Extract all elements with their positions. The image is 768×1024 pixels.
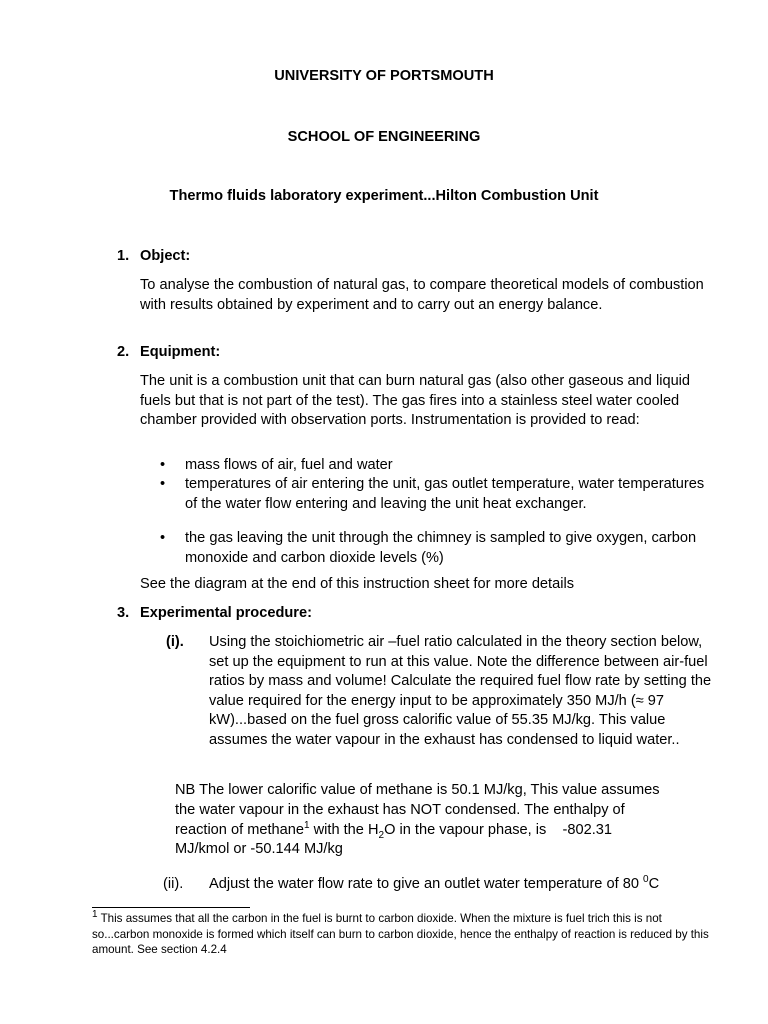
bullet-item: the gas leaving the unit through the chimney is sampled to give oxygen, carbon monoxide and carbon dioxide levels (%) xyxy=(185,530,697,566)
step-2-text xyxy=(209,875,659,895)
step-1-text: Using the stoichiometric air –fuel ratio calculated in the theory section below, set up the equipment to run at this value. Note the difference between air-fuel ratios by mass and volume! Calculate the required fuel flow rate by setting the value required for the energy input to be approximately 350 MJ/h (≈ 97 kW)...based on the fuel gross calorific value of 55.35 MJ/kg. This value assumes the water vapour in the exhaust has condensed to liquid water.. xyxy=(209,634,712,748)
section-1-number: 1. xyxy=(117,248,130,264)
diagram-note: See the diagram at the end of this instruction sheet for more details xyxy=(140,576,575,592)
school-name: SCHOOL OF ENGINEERING xyxy=(287,129,481,145)
footnote-text: This assumes that all the carbon in the fuel is burnt to carbon dioxide. When the mixture is fuel trich this is not so...carbon monoxide is formed which itself can burn to carbon dioxide, hence the enthalpy of reaction is reduced by this amount. See section 4.2.4 xyxy=(92,912,709,957)
step-1-label: (i). xyxy=(166,634,184,650)
university-name: UNIVERSITY OF PORTSMOUTH xyxy=(274,68,494,84)
section-2-number: 2. xyxy=(117,344,130,360)
section-1-text: To analyse the combustion of natural gas, to compare theoretical models of combustion with results obtained by experiment and to carry out an energy balance. xyxy=(140,277,704,313)
footnote-marker: 1 xyxy=(92,909,98,921)
section-3-number: 3. xyxy=(117,605,130,621)
footnote xyxy=(92,911,722,958)
nb-line-2: the water vapour in the exhaust has NOT condensed. The enthalpy of xyxy=(175,802,625,818)
nb-line-4: MJ/kmol or -50.144 MJ/kg xyxy=(175,841,343,857)
footnote-separator xyxy=(92,907,250,908)
degree-superscript: 0 xyxy=(643,874,649,886)
nb-line-3-part-b: with the H xyxy=(309,822,379,838)
step-2-body: Adjust the water flow rate to give an outlet water temperature of 80 xyxy=(209,876,643,892)
nb-line-3-part-c: O in the vapour phase, is -802.31 xyxy=(384,822,613,838)
document-title: Thermo fluids laboratory experiment...Hilton Combustion Unit xyxy=(169,188,599,204)
bullet-marker: • xyxy=(160,530,166,546)
footnote-ref: 1 xyxy=(304,820,310,832)
h2o-subscript: 2 xyxy=(378,829,385,841)
step-2-label: (ii). xyxy=(163,876,184,892)
bullet-marker: • xyxy=(160,457,166,473)
bullet-item: temperatures of air entering the unit, gas outlet temperature, water temperatures of the water flow entering and leaving the unit heat exchanger. xyxy=(185,476,705,512)
bullet-marker: • xyxy=(160,476,166,492)
section-1-heading: Object: xyxy=(140,248,191,264)
nb-line-3-part-a: reaction of methane xyxy=(175,822,304,838)
section-3-heading: Experimental procedure: xyxy=(140,605,312,621)
bullet-item: mass flows of air, fuel and water xyxy=(185,457,393,473)
section-2-heading: Equipment: xyxy=(140,344,221,360)
nb-line-3 xyxy=(175,821,612,841)
nb-line-1: NB The lower calorific value of methane is 50.1 MJ/kg, This value assumes xyxy=(175,782,660,798)
section-2-text: The unit is a combustion unit that can burn natural gas (also other gaseous and liquid fuels but that is not part of the test). The gas fires into a stainless steel water cooled chamber provided with observation ports. Instrumentation is provided to read: xyxy=(140,373,691,428)
temperature-unit: C xyxy=(648,876,660,892)
